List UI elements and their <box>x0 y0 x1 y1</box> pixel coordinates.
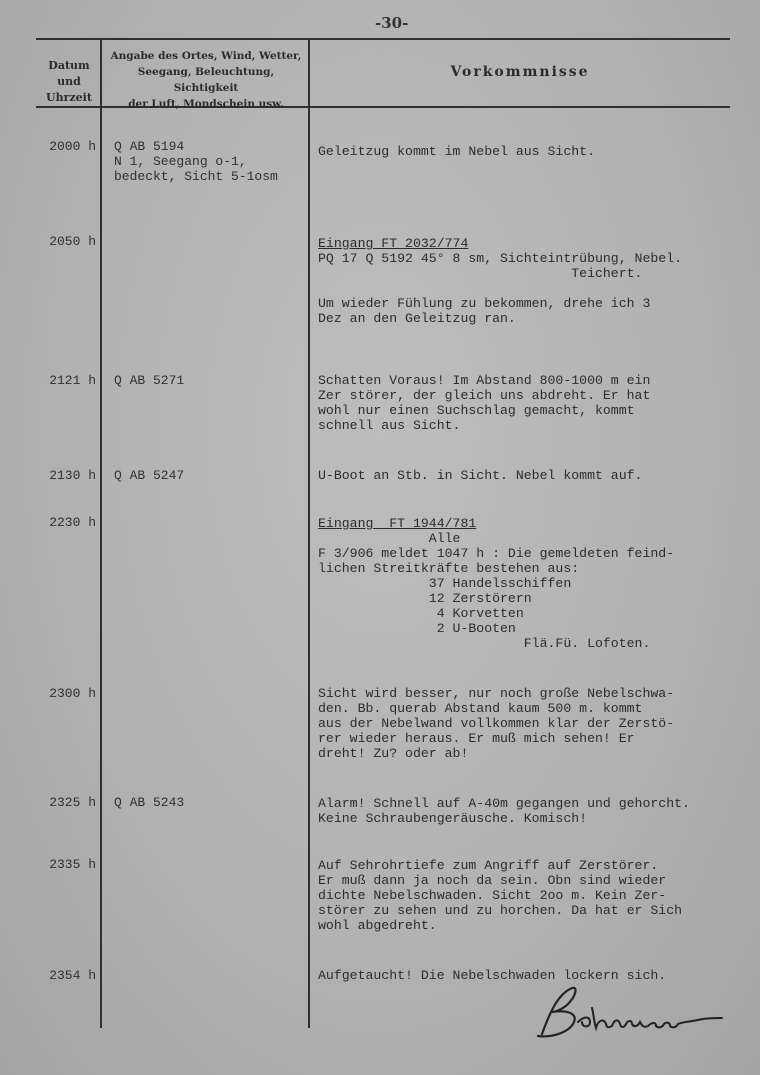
entry-text: Geleitzug kommt im Nebel aus Sicht. <box>318 144 595 159</box>
entry-time: 2354 h <box>49 968 96 983</box>
column-divider-2 <box>308 38 310 1028</box>
entry-time: 2335 h <box>49 857 96 872</box>
entry-text: Auf Sehrohrtiefe zum Angriff auf Zerstörer. Er muß dann ja noch da sein. Obn sind wieder dichte Nebelschwaden. Sicht 2oo m. Kein Zer- störer zu sehen und zu horchen. Da hat er Sich wohl abgedreht. <box>318 858 683 933</box>
entry-text: Sicht wird besser, nur noch große Nebelschwa- den. Bb. querab Abstand kaum 500 m. kommt aus der Nebelwand vollkommen klar der Zerstö- rer wieder heraus. Er muß mich sehen! Er dreht! Zu? oder ab! <box>318 686 675 761</box>
entry-text: Eingang FT 2032/774 PQ 17 Q 5192 45° 8 sm, Sichteintrübung, Nebel. Teichert. Um wieder Fühlung zu bekommen, drehe ich 3 Dez an den Geleitzug ran. <box>318 236 683 326</box>
entry-text: Schatten Voraus! Im Abstand 800-1000 m ein Zer störer, der gleich uns abdreht. Er hat wohl nur einen Suchschlag gemacht, kommt schnell aus Sicht. <box>318 373 651 433</box>
header-date-time: Datum und Uhrzeit <box>46 59 92 104</box>
entry-time: 2130 h <box>49 468 96 483</box>
header-events: Vorkommnisse <box>450 64 590 80</box>
page-number: -30- <box>375 14 409 32</box>
entry-time: 2230 h <box>49 515 96 530</box>
entry-time: 2300 h <box>49 686 96 701</box>
column-divider-1 <box>100 38 102 1028</box>
entry-time: 2325 h <box>49 795 96 810</box>
handwritten-signature <box>528 982 728 1046</box>
entry-heading: Eingang FT 1944/781 <box>318 516 477 531</box>
entry-text: Alarm! Schnell auf A-40m gegangen und gehorcht. Keine Schraubengeräusche. Komisch! <box>318 796 690 826</box>
entry-heading: Eingang FT 2032/774 <box>318 236 469 251</box>
header-top-rule <box>36 38 730 40</box>
entry-time: 2050 h <box>49 234 96 249</box>
entry-location: Q AB 5194 N 1, Seegang o-1, bedeckt, Sicht 5-1osm <box>114 139 278 184</box>
entry-text: Aufgetaucht! Die Nebelschwaden lockern sich. <box>318 968 667 983</box>
header-location-weather: Angabe des Ortes, Wind, Wetter, Seegang, Beleuchtung, Sichtigkeit der Luft, Mondschein usw. <box>110 50 302 110</box>
entry-text: U-Boot an Stb. in Sicht. Nebel kommt auf. <box>318 468 643 483</box>
entry-text: Eingang FT 1944/781 Alle F 3/906 meldet 1047 h : Die gemeldeten feind- lichen Streitkräfte bestehen aus: 37 Handelsschiffen 12 Zerstörern 4 Korvetten 2 U-Booten Flä.Fü. Lofoten. <box>318 516 675 651</box>
entry-location: Q AB 5247 <box>114 468 185 483</box>
entry-time: 2121 h <box>49 373 96 388</box>
entry-time: 2000 h <box>49 139 96 154</box>
entry-location: Q AB 5243 <box>114 795 185 810</box>
entry-location: Q AB 5271 <box>114 373 185 388</box>
